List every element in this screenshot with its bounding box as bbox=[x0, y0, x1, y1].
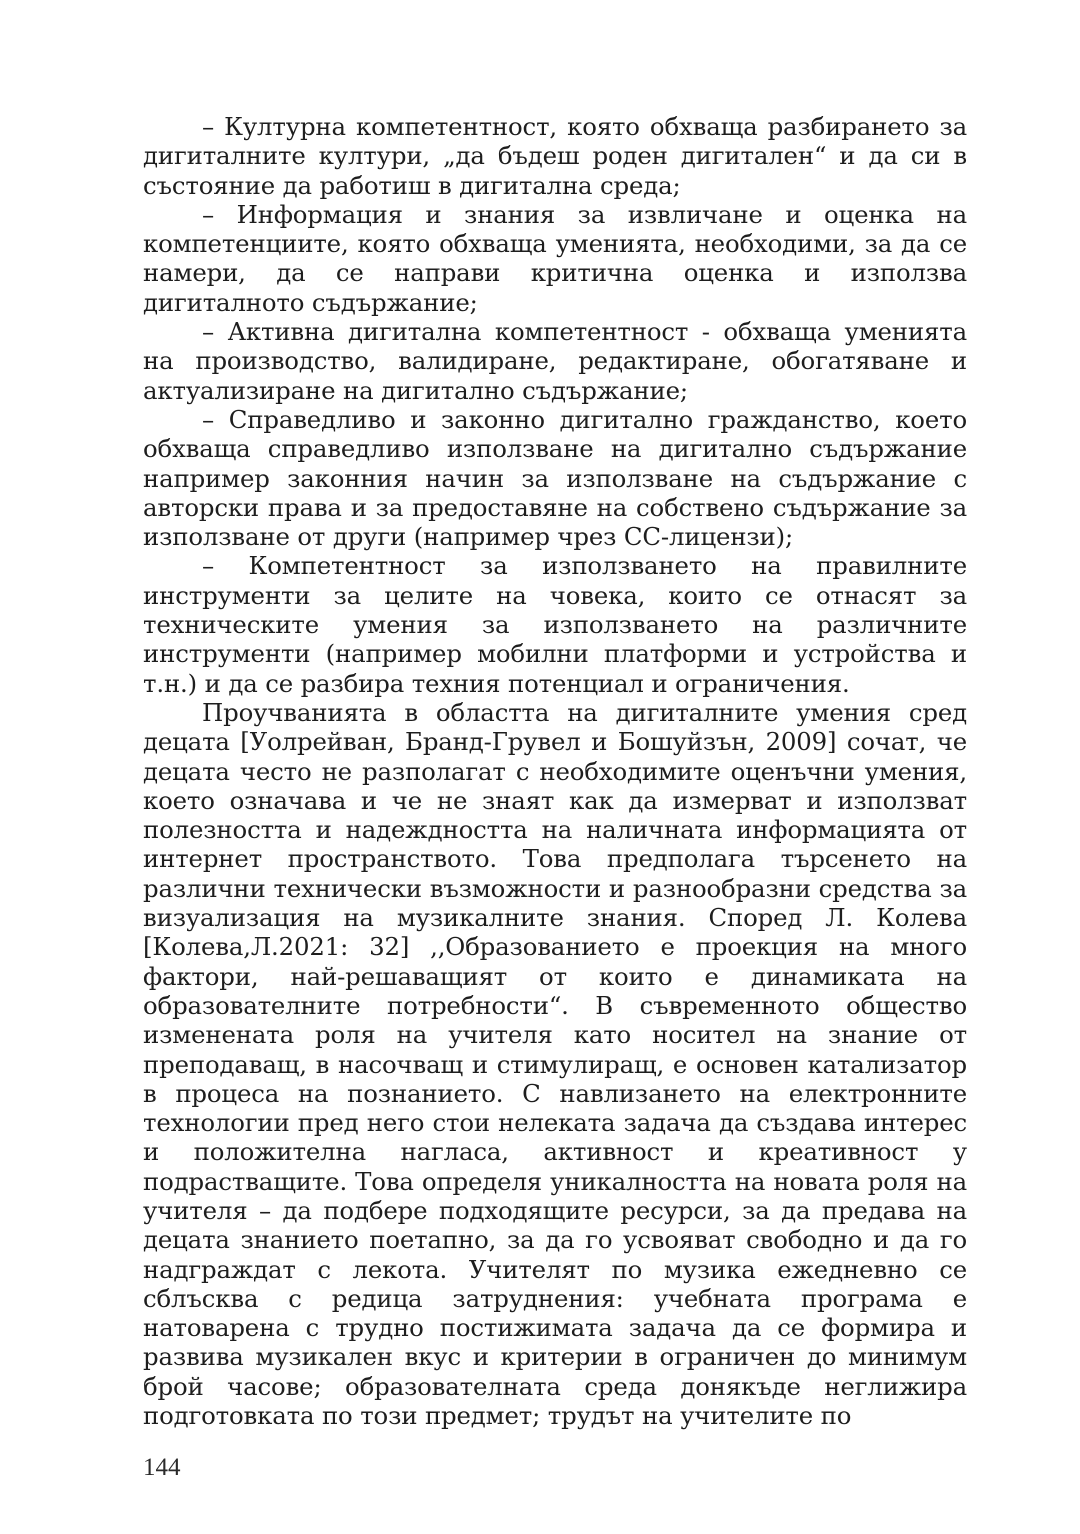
paragraph-research-discussion: Проучванията в областта на дигиталните умения сред децата [Уолрейван, Бранд-Грувел и Бошуйзън, 2009] сочат, че децата често не разполагат с необходимите оценъчни умения, което означава и че не знаят как да измерват и използват полезността и надеждността на наличната информацията от интернет пространството. Това предполага търсенето на различни технически възможности и разнообразни средства за визуализация на музикалните знания. Според Л. Колева [Колева,Л.2021: 32] ,,Образованието е проекция на много фактори, най-решаващият от които е динамиката на образователните потребности“. В съвременното общество изменената роля на учителя като носител на знание от преподаващ, в насочващ и стимулиращ, е основен катализатор в процеса на познанието. С навлизането на електронните технологии пред него стои нелеката задача да създава интерес и положителна нагласа, активност и креативност у подрастващите. Това определя уникалността на новата роля на учителя – да подбере подходящите ресурси, за да предава на децата знанието поетапно, за да го усвояват свободно и да го надграждат с лекота. Учителят по музика ежедневно се сблъсква с редица затруднения: учебната програма е натоварена с трудно постижимата задача да се формира и развива музикален вкус и критерии в ограничен до минимум брой часове; образователната среда донякъде неглижира подготовката по този предмет; трудът на учителите по bbox=[143, 697, 967, 1431]
page-number: 144 bbox=[143, 1454, 181, 1481]
paragraph-tools-competence: – Компетентност за използването на правилните инструменти за целите на човека, които се отнасят за техническите умения за използването на различните инструменти (например мобилни платформи и устройства и т.н.) и да се разбира техния потенциал и ограничения. bbox=[143, 551, 967, 698]
paragraph-digital-citizenship: – Справедливо и законно дигитално гражданство, което обхваща справедливо използване на дигитално съдържание например законния начин за използване на съдържание с авторски права и за предоставяне на собствено съдържание за използване от други (например чрез СС-лицензи); bbox=[143, 404, 967, 552]
paragraph-cultural-competence: – Културна компетентност, която обхваща разбирането за дигиталните култури, „да бъдеш роден дигитален“ и да си в състояние да работиш в дигитална среда; bbox=[143, 112, 967, 200]
paragraph-active-digital-competence: – Активна дигитална компетентност - обхваща уменията на производство, валидиране, редактиране, обогатяване и актуализиране на дигитално съдържание; bbox=[143, 317, 967, 405]
paragraph-information-knowledge: – Информация и знания за извличане и оценка на компетенциите, която обхваща уменията, необходими, за да се намери, да се направи критична оценка и използва дигиталното съдържание; bbox=[143, 199, 967, 317]
body-text bbox=[143, 112, 967, 1430]
